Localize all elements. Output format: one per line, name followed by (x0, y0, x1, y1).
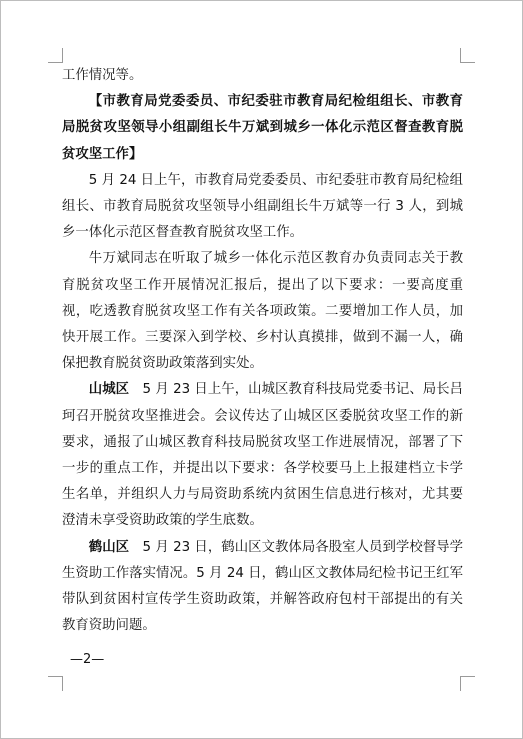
crop-mark-top-left (48, 48, 63, 63)
document-body (62, 63, 463, 639)
crop-mark-bottom-left (48, 676, 63, 691)
paragraph-heshan (62, 535, 463, 640)
section-heading: 【市教育局党委委员、市纪委驻市教育局纪检组组长、市教育局脱贫攻坚领导小组副组长牛万斌到城乡一体化示范区督查教育脱贫攻坚工作】 (62, 94, 463, 162)
district-label-shancheng: 山城区 (88, 382, 130, 398)
crop-mark-bottom-right (460, 676, 475, 691)
paragraph-continuation: 工作情况等。 (62, 68, 143, 83)
paragraph-text: 5 月 23 日，鹤山区文教体局各股室人员到学校督导学生资助工作落实情况。5 月 24 日，鹤山区文教体局纪检书记王红军带队到贫困村宣传学生资助政策，并解答政府包村干部提出的有关教育资助问题。 (62, 539, 464, 634)
page-number: —2— (70, 652, 105, 667)
district-label-heshan: 鹤山区 (88, 539, 130, 555)
paragraph: 5 月 24 日上午，市教育局党委委员、市纪委驻市教育局纪检组组长、市教育局脱贫攻坚领导小组副组长牛万斌等一行 3 人，到城乡一体化示范区督查教育脱贫攻坚工作。 (62, 172, 463, 241)
paragraph-text: 5 月 23 日上午，山城区教育科技局党委书记、局长吕珂召开脱贫攻坚推进会。会议传达了山城区区委脱贫攻坚工作的新要求，通报了山城区教育科技局脱贫攻坚工作进展情况，部署了下一步的重点工作，并提出以下要求：各学校要马上上报建档立卡学生名单，并组织人力与局资助系统内贫困生信息进行核对，尤其要澄清未享受资助政策的学生底数。 (62, 382, 464, 529)
paragraph: 牛万斌同志在听取了城乡一体化示范区教育办负责同志关于教育脱贫攻坚工作开展情况汇报后，提出了以下要求：一要高度重视，吃透教育脱贫攻坚工作有关各项政策。二要增加工作人员，加快开展工作。三要深入到学校、乡村认真摸排，做到不漏一人，确保把教育脱贫资助政策落到实处。 (62, 251, 463, 372)
crop-mark-top-right (460, 48, 475, 63)
paragraph-shancheng (62, 377, 463, 534)
